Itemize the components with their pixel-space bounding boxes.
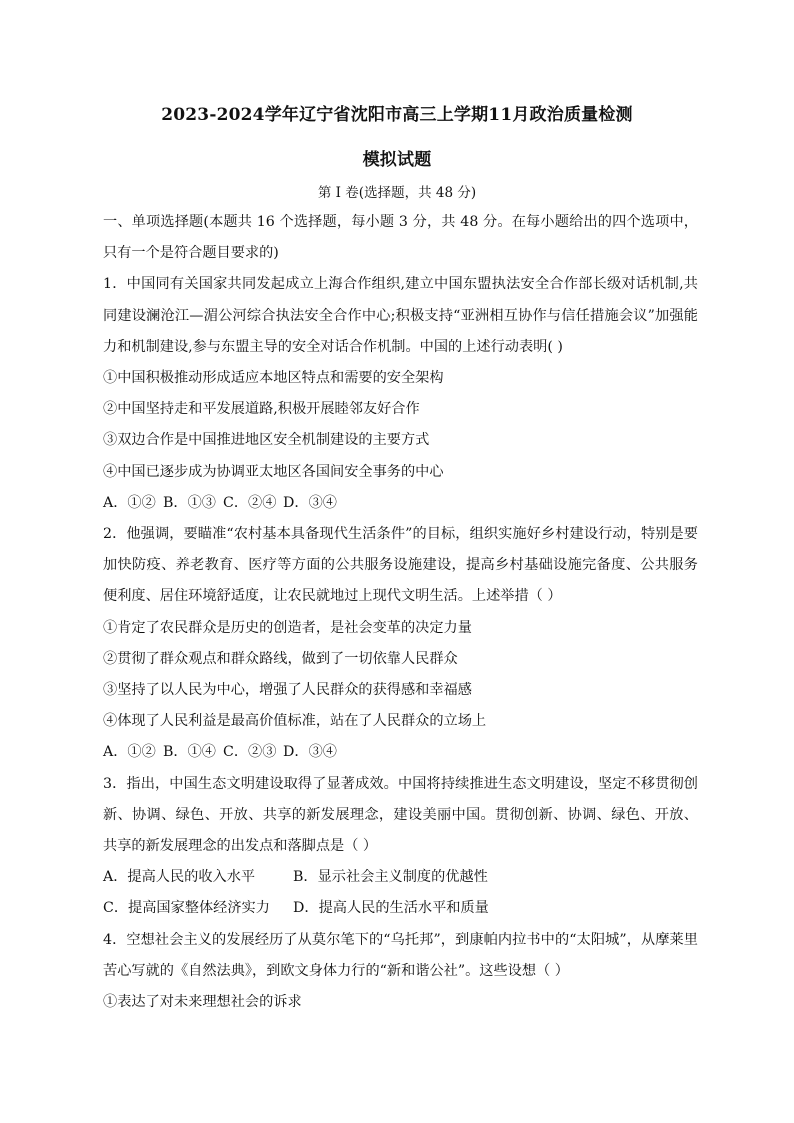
- question-4: [103, 925, 698, 1019]
- option-c: C．②③: [223, 744, 277, 761]
- answer-options-row-1: [103, 862, 698, 893]
- question-stem: 2．他强调，要瞄准“农村基本具备现代生活条件”的目标，组织实施好乡村建设行动，特别是要加快防疫、养老教育、医疗等方面的公共服务设施建设，提高乡村基础设施完备度、公共服务便利度、居住环境舒适度，让农民就地过上现代文明生活。上述举措（ ）: [103, 526, 698, 605]
- statement: ④中国已逐步成为协调亚太地区各国间安全事务的中心: [103, 463, 444, 480]
- option-c: C．提高国家整体经济实力: [103, 900, 270, 917]
- option-a: A．①②: [103, 744, 156, 761]
- statement: ①中国积极推动形成适应本地区特点和需要的安全架构: [103, 370, 444, 387]
- instructions: 一、单项选择题(本题共 16 个选择题，每小题 3 分，共 48 分。在每小题给出的四个选项中，只有一个是符合题目要求的): [103, 214, 698, 262]
- statement: ①肯定了农民群众是历史的创造者，是社会变革的决定力量: [103, 619, 472, 636]
- statement: ①表达了对未来理想社会的诉求: [103, 994, 302, 1011]
- question-3: [103, 769, 698, 925]
- option-c: C．②④: [223, 494, 277, 511]
- question-1: [103, 269, 698, 519]
- option-b: B．①③: [163, 494, 216, 511]
- option-a: A．①②: [103, 494, 156, 511]
- statement: ②中国坚持走和平发展道路,积极开展睦邻友好合作: [103, 401, 420, 418]
- option-b: B．①④: [163, 744, 216, 761]
- statement: ④体现了人民利益是最高价值标准，站在了人民群众的立场上: [103, 713, 487, 730]
- question-2: [103, 519, 698, 769]
- option-d: D．③④: [283, 744, 337, 761]
- option-d: D．提高人民的生活水平和质量: [293, 900, 489, 917]
- exam-subtitle: 模拟试题: [362, 150, 432, 170]
- option-d: D．③④: [283, 494, 337, 511]
- question-stem: 4．空想社会主义的发展经历了从莫尔笔下的“乌托邦”，到康帕内拉书中的“太阳城”，从摩莱里苦心写就的《自然法典》，到欧文身体力行的“新和谐公社”。这些设想（ ）: [103, 931, 698, 979]
- answer-options: [103, 737, 698, 768]
- statement: ③双边合作是中国推进地区安全机制建设的主要方式: [103, 432, 430, 449]
- option-b: B．显示社会主义制度的优越性: [293, 869, 488, 886]
- answer-options: [103, 488, 698, 519]
- statement: ③坚持了以人民为中心，增强了人民群众的获得感和幸福感: [103, 682, 472, 699]
- statement: ②贯彻了群众观点和群众路线，做到了一切依靠人民群众: [103, 650, 458, 667]
- section-heading: 第 I 卷(选择题，共 48 分): [317, 185, 477, 201]
- exam-title: 2023-2024学年辽宁省沈阳市高三上学期11月政治质量检测: [161, 105, 633, 125]
- answer-options-row-2: [103, 893, 698, 924]
- question-stem: 1．中国同有关国家共同发起成立上海合作组织,建立中国东盟执法安全合作部长级对话机制,共同建设澜沧江—湄公河综合执法安全合作中心;积极支持“亚洲相互协作与信任措施会议”加强能力和机制建设,参与东盟主导的安全对话合作机制。中国的上述行动表明( ): [103, 276, 698, 355]
- option-a: A．提高人民的收入水平: [103, 869, 256, 886]
- exam-body: [103, 207, 698, 1018]
- question-stem: 3．指出，中国生态文明建设取得了显著成效。中国将持续推进生态文明建设，坚定不移贯彻创新、协调、绿色、开放、共享的新发展理念，建设美丽中国。贯彻创新、协调、绿色、开放、共享的新发展理念的出发点和落脚点是（ ）: [103, 775, 698, 855]
